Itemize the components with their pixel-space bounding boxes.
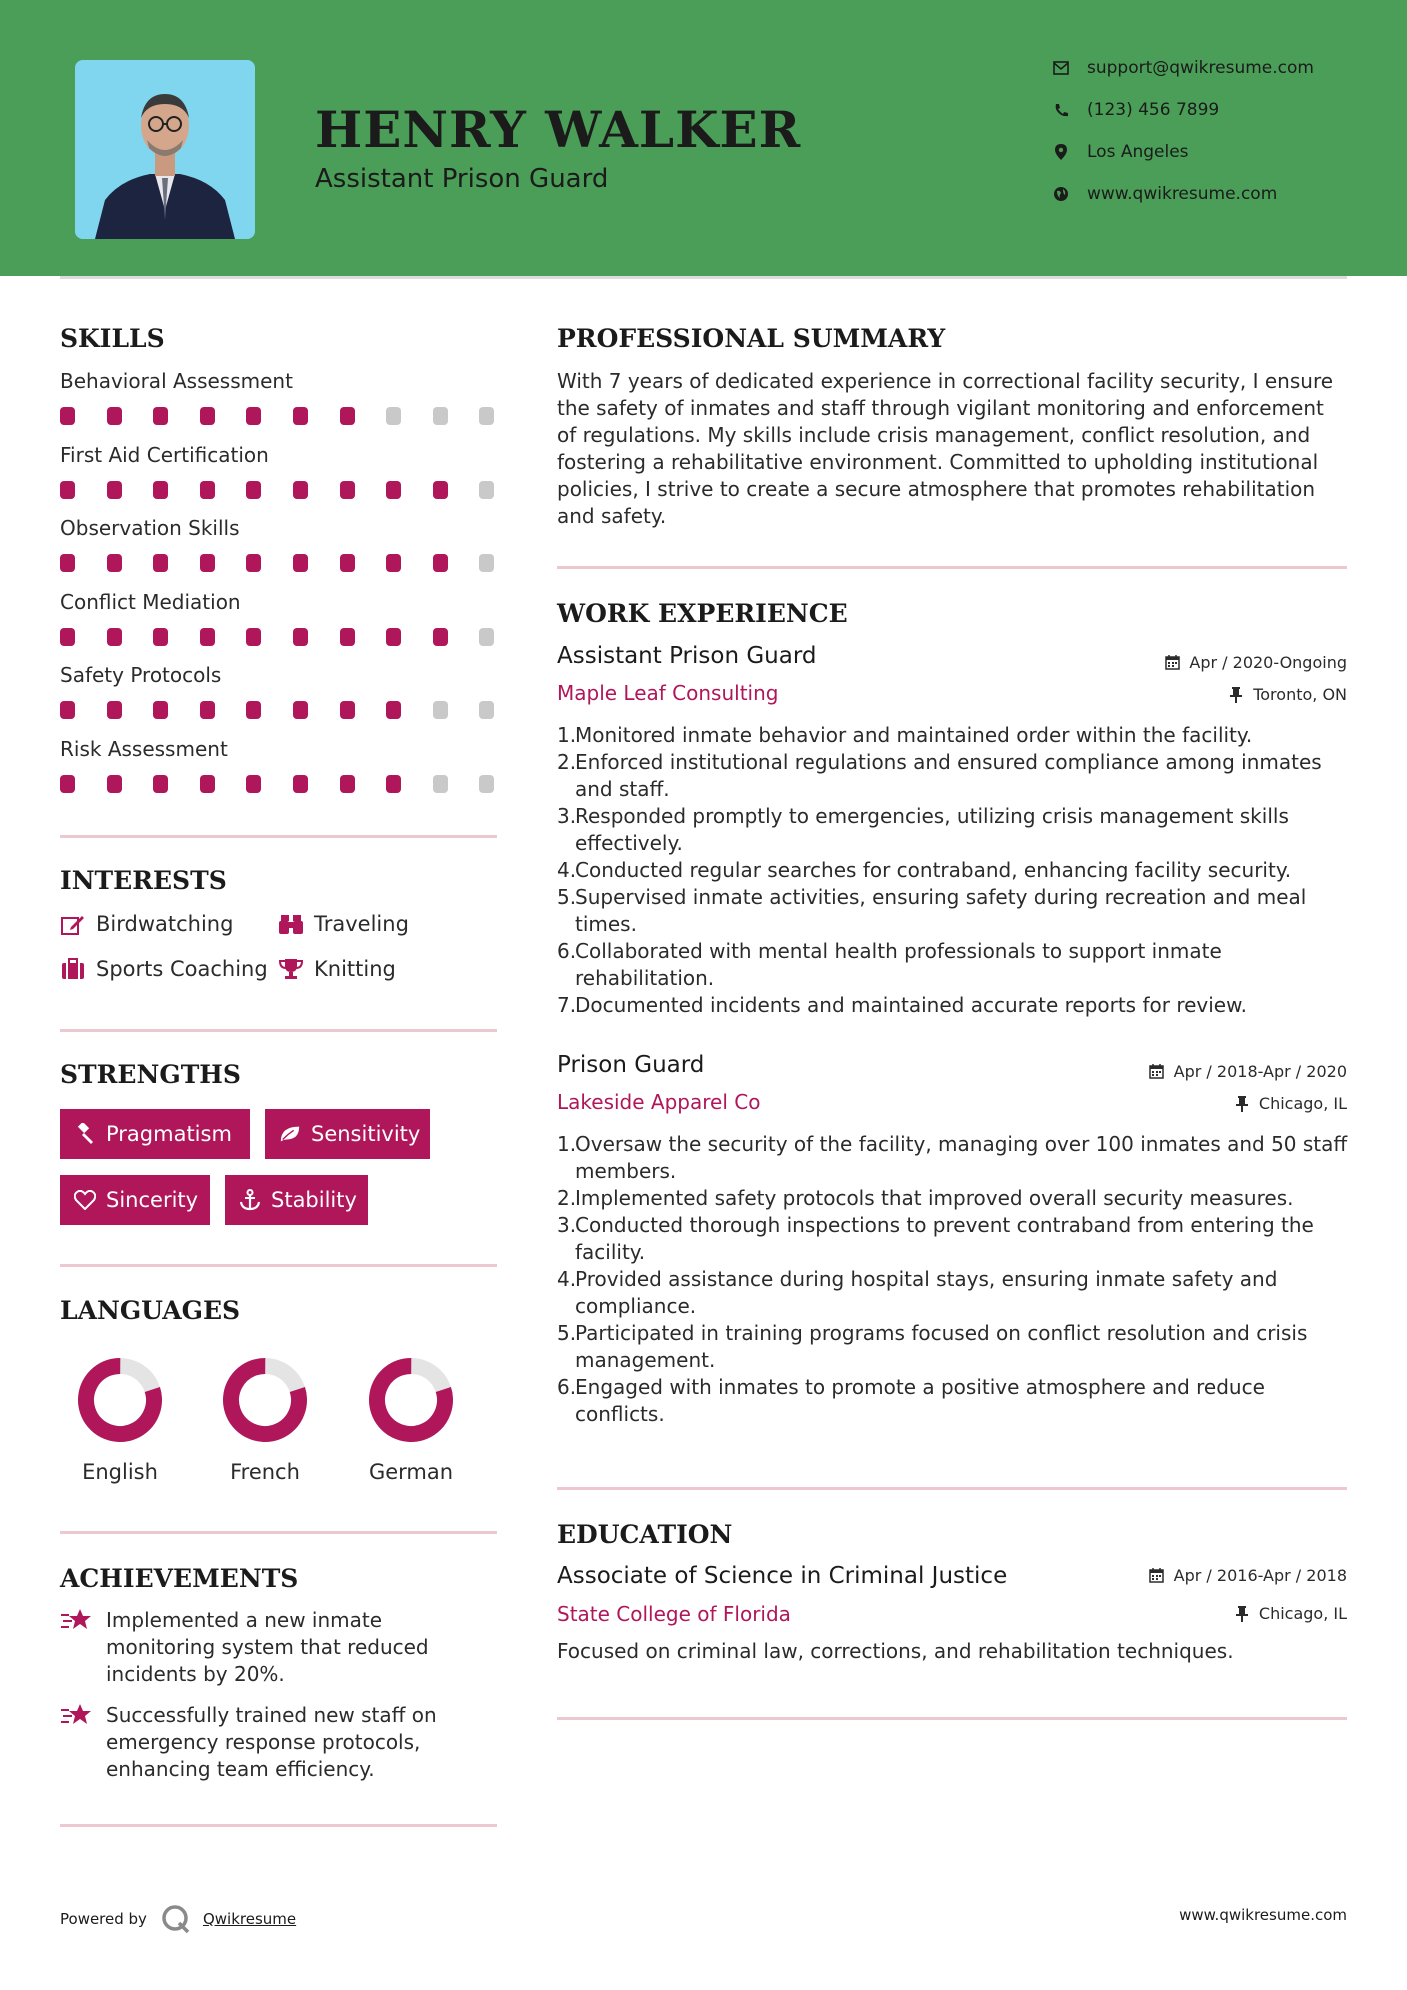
footer-powered-by <box>60 1904 296 1934</box>
language-label: French <box>230 1460 300 1484</box>
contact-location-text: Los Angeles <box>1087 142 1189 162</box>
interest-label: Traveling <box>314 912 409 936</box>
language-ring <box>74 1354 166 1446</box>
pushpin-icon <box>1233 1095 1251 1113</box>
rating-dot-empty <box>433 775 448 793</box>
rating-dot-filled <box>60 701 75 719</box>
rating-dot-filled <box>246 554 261 572</box>
bullet-number: 6. <box>557 939 577 963</box>
powered-by-text: Powered by <box>60 1910 147 1928</box>
rating-dot-empty <box>433 407 448 425</box>
interest-label: Birdwatching <box>96 912 234 936</box>
summary-heading: PROFESSIONAL SUMMARY <box>557 324 946 353</box>
summary-text: With 7 years of dedicated experience in correctional facility security, I ensure the safety of inmates and staff through vigilant monitoring and enforcement of regulations. My skills include crisis management, conflict resolution, and fostering a rehabilitative environment. Committed to upholding institutional policies, I strive to create a secure atmosphere that promotes rehabilitation and safety. <box>557 369 1334 528</box>
achievement-text: Implemented a new inmate monitoring system that reduced incidents by 20%. <box>106 1608 429 1686</box>
rating-dot-filled <box>60 628 75 646</box>
bullet-number: 5. <box>557 1321 577 1345</box>
rating-dot-empty <box>386 407 401 425</box>
phone-icon <box>1050 99 1072 121</box>
bullet-text: Engaged with inmates to promote a positive atmosphere and reduce conflicts. <box>575 1375 1265 1426</box>
education-location <box>1233 1604 1347 1623</box>
skill-name: Conflict Mediation <box>60 589 241 614</box>
bullet-text: Monitored inmate behavior and maintained order within the facility. <box>575 723 1253 747</box>
bullet-text: Oversaw the security of the facility, managing over 100 inmates and 50 staff members. <box>575 1132 1348 1183</box>
leaf-icon <box>279 1123 301 1145</box>
job-bullet <box>557 857 1357 884</box>
job-dates <box>1148 1062 1347 1081</box>
job-bullet <box>557 1320 1357 1374</box>
rating-dot-filled <box>200 407 215 425</box>
contact-email[interactable] <box>1050 57 1350 79</box>
contact-website-text: www.qwikresume.com <box>1087 184 1278 204</box>
job-title: Prison Guard <box>557 1052 705 1078</box>
job-location <box>1227 685 1347 704</box>
job-bullet <box>557 938 1357 992</box>
achievement-text: Successfully trained new staff on emergency response protocols, enhancing team efficiency. <box>106 1703 437 1781</box>
rating-dot-filled <box>153 628 168 646</box>
bullet-number: 6. <box>557 1375 577 1399</box>
rating-dot-filled <box>107 701 122 719</box>
experience-heading: WORK EXPERIENCE <box>557 599 848 628</box>
person-portrait-icon <box>75 60 255 239</box>
rating-dot-filled <box>433 554 448 572</box>
language-label: English <box>82 1460 158 1484</box>
pushpin-icon <box>1233 1605 1251 1623</box>
rating-dot-filled <box>107 481 122 499</box>
rating-dot-filled <box>340 775 355 793</box>
job-bullet <box>557 749 1357 803</box>
rating-dot-filled <box>340 554 355 572</box>
skill-rating <box>60 628 500 648</box>
bullet-text: Collaborated with mental health professionals to support inmate rehabilitation. <box>575 939 1222 990</box>
interest-item <box>60 956 268 982</box>
binoculars-icon <box>278 911 304 937</box>
degree-title: Associate of Science in Criminal Justice <box>557 1563 1008 1589</box>
skill-rating <box>60 554 500 574</box>
rating-dot-filled <box>107 775 122 793</box>
contact-location <box>1050 141 1350 163</box>
rating-dot-filled <box>293 628 308 646</box>
suitcase-icon <box>60 956 86 982</box>
bullet-number: 2. <box>557 1186 577 1210</box>
candidate-name: HENRY WALKER <box>315 100 802 159</box>
job-location-text: Chicago, IL <box>1258 1094 1347 1113</box>
rating-dot-filled <box>153 775 168 793</box>
rating-dot-filled <box>200 775 215 793</box>
rating-dot-filled <box>293 407 308 425</box>
pushpin-icon <box>1227 686 1245 704</box>
bullet-number: 2. <box>557 750 577 774</box>
education-dates-text: Apr / 2016-Apr / 2018 <box>1173 1566 1347 1585</box>
bullet-text: Implemented safety protocols that improved overall security measures. <box>575 1186 1294 1210</box>
strength-tag <box>60 1109 250 1159</box>
bullet-number: 4. <box>557 1267 577 1291</box>
rating-dot-filled <box>386 481 401 499</box>
job-bullet <box>557 1131 1357 1185</box>
bullet-number: 3. <box>557 1213 577 1237</box>
experience-divider <box>557 1487 1347 1490</box>
header-banner <box>0 0 1407 276</box>
pencil-square-icon <box>60 911 86 937</box>
rating-dot-filled <box>293 554 308 572</box>
rating-dot-filled <box>153 701 168 719</box>
bullet-number: 3. <box>557 804 577 828</box>
rating-dot-filled <box>293 481 308 499</box>
rating-dot-filled <box>340 407 355 425</box>
rating-dot-filled <box>386 701 401 719</box>
profile-photo <box>75 60 255 239</box>
skills-heading: SKILLS <box>60 324 165 353</box>
rating-dot-filled <box>60 775 75 793</box>
bullet-text: Enforced institutional regulations and ensured compliance among inmates and staff. <box>575 750 1322 801</box>
job-location-text: Toronto, ON <box>1253 685 1347 704</box>
job-bullet <box>557 884 1357 938</box>
interest-item <box>278 956 396 982</box>
brand-link[interactable]: Qwikresume <box>202 1910 297 1928</box>
skill-rating <box>60 701 500 721</box>
bullet-number: 1. <box>557 1132 577 1156</box>
rating-dot-filled <box>246 407 261 425</box>
contact-website[interactable] <box>1050 183 1350 205</box>
skills-divider <box>60 835 497 838</box>
rating-dot-filled <box>107 628 122 646</box>
rating-dot-empty <box>479 701 494 719</box>
rating-dot-filled <box>293 775 308 793</box>
skill-name: Risk Assessment <box>60 736 228 761</box>
bullet-text: Supervised inmate activities, ensuring safety during recreation and meal times. <box>575 885 1307 936</box>
rating-dot-filled <box>433 481 448 499</box>
rating-dot-empty <box>479 481 494 499</box>
rating-dot-empty <box>433 701 448 719</box>
calendar-icon <box>1148 1567 1166 1585</box>
rating-dot-filled <box>340 628 355 646</box>
contact-email-text: support@qwikresume.com <box>1087 58 1314 78</box>
interest-label: Sports Coaching <box>96 957 268 981</box>
rating-dot-empty <box>479 407 494 425</box>
rating-dot-filled <box>340 481 355 499</box>
rating-dot-filled <box>293 701 308 719</box>
rating-dot-filled <box>60 407 75 425</box>
bullet-text: Participated in training programs focused on conflict resolution and crisis management. <box>575 1321 1308 1372</box>
rating-dot-empty <box>479 554 494 572</box>
job-dates-text: Apr / 2020-Ongoing <box>1189 653 1347 672</box>
rating-dot-filled <box>107 554 122 572</box>
job-bullet <box>557 722 1357 749</box>
rating-dot-filled <box>200 628 215 646</box>
school-name: State College of Florida <box>557 1602 791 1626</box>
qwikresume-logo-icon <box>161 1904 191 1934</box>
rating-dot-filled <box>246 481 261 499</box>
footer-website[interactable]: www.qwikresume.com <box>1179 1906 1347 1924</box>
job-bullet <box>557 1212 1357 1266</box>
rating-dot-filled <box>386 554 401 572</box>
job-company: Maple Leaf Consulting <box>557 681 779 705</box>
rating-dot-filled <box>200 701 215 719</box>
language-ring <box>365 1354 457 1446</box>
job-bullet <box>557 803 1357 857</box>
language-label: German <box>368 1460 454 1484</box>
language-ring <box>219 1354 311 1446</box>
job-title: Assistant Prison Guard <box>557 643 817 669</box>
job-dates <box>1163 653 1347 672</box>
location-pin-icon <box>1050 141 1072 163</box>
rating-dot-empty <box>479 775 494 793</box>
skill-name: First Aid Certification <box>60 442 269 467</box>
job-location <box>1233 1094 1347 1113</box>
interest-item <box>278 911 409 937</box>
strength-tag <box>60 1175 210 1225</box>
candidate-title: Assistant Prison Guard <box>315 164 609 194</box>
skill-rating <box>60 775 500 795</box>
education-location-text: Chicago, IL <box>1258 1604 1347 1623</box>
rating-dot-filled <box>246 775 261 793</box>
contact-phone-text: (123) 456 7899 <box>1087 100 1220 120</box>
rating-dot-filled <box>200 481 215 499</box>
strength-label: Sincerity <box>106 1188 199 1212</box>
skill-name: Safety Protocols <box>60 663 222 687</box>
interest-label: Knitting <box>314 957 396 981</box>
strength-label: Sensitivity <box>311 1122 421 1146</box>
strength-label: Stability <box>271 1188 357 1212</box>
rating-dot-filled <box>107 407 122 425</box>
calendar-icon <box>1163 654 1181 672</box>
calendar-icon <box>1148 1063 1166 1081</box>
contact-phone[interactable] <box>1050 99 1350 121</box>
achievements-heading: ACHIEVEMENTS <box>60 1564 299 1593</box>
strengths-heading: STRENGTHS <box>60 1060 241 1089</box>
rating-dot-filled <box>246 628 261 646</box>
interests-heading: INTERESTS <box>60 866 227 895</box>
rating-dot-filled <box>153 407 168 425</box>
rating-dot-filled <box>200 554 215 572</box>
skill-rating <box>60 481 500 501</box>
job-dates-text: Apr / 2018-Apr / 2020 <box>1173 1062 1347 1081</box>
strengths-divider <box>60 1264 497 1267</box>
bullet-number: 5. <box>557 885 577 909</box>
education-dates <box>1148 1566 1347 1585</box>
gavel-icon <box>74 1123 96 1145</box>
bullet-number: 7. <box>557 993 577 1017</box>
rating-dot-filled <box>153 554 168 572</box>
rating-dot-empty <box>479 628 494 646</box>
bullet-text: Conducted thorough inspections to prevent contraband from entering the facility. <box>575 1213 1314 1264</box>
bullet-text: Provided assistance during hospital stays, ensuring inmate safety and compliance. <box>575 1267 1278 1318</box>
rating-dot-filled <box>60 481 75 499</box>
envelope-icon <box>1050 57 1072 79</box>
summary-divider <box>557 566 1347 569</box>
rating-dot-filled <box>386 628 401 646</box>
job-bullet <box>557 1185 1357 1212</box>
rating-dot-filled <box>340 701 355 719</box>
header-divider <box>60 276 1347 279</box>
bullet-text: Conducted regular searches for contraband, enhancing facility security. <box>575 858 1292 882</box>
education-heading: EDUCATION <box>557 1520 733 1549</box>
achievement-item <box>60 1607 480 1688</box>
languages-heading: LANGUAGES <box>60 1296 241 1325</box>
job-bullet <box>557 1266 1357 1320</box>
skill-name: Behavioral Assessment <box>60 369 293 393</box>
anchor-icon <box>239 1189 261 1211</box>
interests-divider <box>60 1029 497 1032</box>
languages-divider <box>60 1531 497 1534</box>
strength-tag <box>225 1175 368 1225</box>
shooting-star-icon <box>60 1607 94 1688</box>
trophy-icon <box>278 956 304 982</box>
education-description: Focused on criminal law, corrections, and rehabilitation techniques. <box>557 1639 1234 1663</box>
globe-icon <box>1050 183 1072 205</box>
job-bullets <box>557 1131 1357 1428</box>
achievements-divider <box>60 1824 497 1827</box>
job-company: Lakeside Apparel Co <box>557 1090 761 1114</box>
rating-dot-filled <box>153 481 168 499</box>
bullet-text: Documented incidents and maintained accurate reports for review. <box>575 993 1247 1017</box>
rating-dot-filled <box>246 701 261 719</box>
bullet-text: Responded promptly to emergencies, utilizing crisis management skills effectively. <box>575 804 1289 855</box>
rating-dot-filled <box>60 554 75 572</box>
strength-label: Pragmatism <box>106 1122 232 1146</box>
bullet-number: 4. <box>557 858 577 882</box>
heart-icon <box>74 1189 96 1211</box>
strength-tag <box>265 1109 430 1159</box>
job-bullets <box>557 722 1357 1019</box>
rating-dot-filled <box>433 628 448 646</box>
job-bullet <box>557 992 1357 1019</box>
skill-name: Observation Skills <box>60 516 240 540</box>
job-bullet <box>557 1374 1357 1428</box>
bullet-number: 1. <box>557 723 577 747</box>
achievement-item <box>60 1702 480 1783</box>
rating-dot-filled <box>386 775 401 793</box>
education-divider <box>557 1717 1347 1720</box>
skill-rating <box>60 407 500 427</box>
shooting-star-icon <box>60 1702 94 1783</box>
interest-item <box>60 911 233 937</box>
